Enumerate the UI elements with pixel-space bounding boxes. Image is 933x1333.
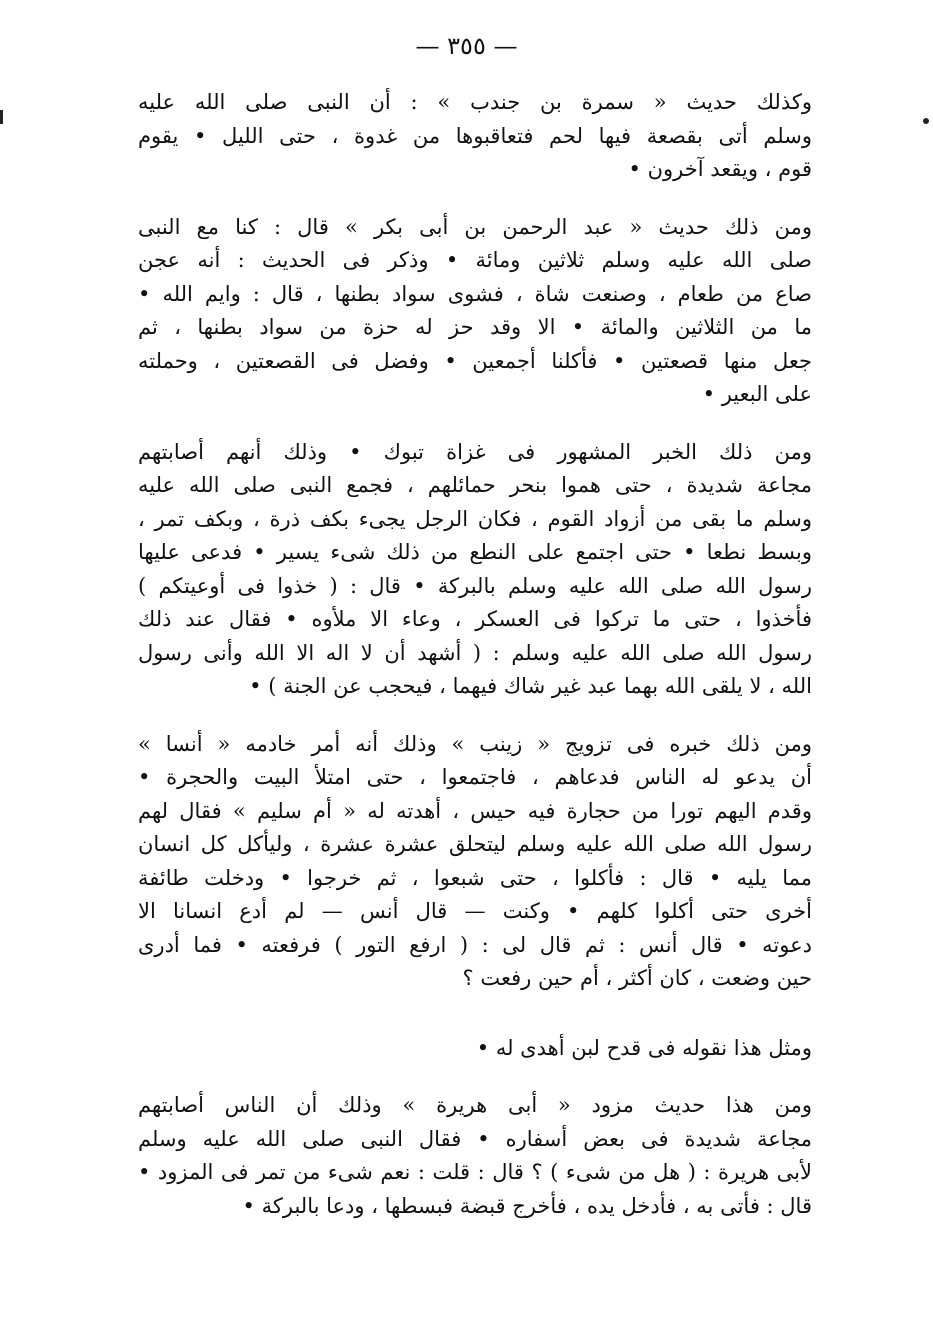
ink-dot bbox=[923, 118, 929, 124]
text-line: لأبى هريرة : ( هل من شىء ) ؟ قال : قلت : نعم شىء من تمر فى المزود • bbox=[138, 1160, 812, 1184]
text-line: حين وضعت ، كان أكثر ، أم حين رفعت ؟ bbox=[462, 966, 812, 990]
text-line: صلى الله عليه وسلم ثلاثين ومائة • وذكر فى الحديث : أنه عجن bbox=[138, 248, 812, 272]
text-line: دعوته • قال أنس : ثم قال لى : ( ارفع التور ) فرفعته • فما أدرى bbox=[138, 932, 812, 957]
text-line: ومثل هذا نقوله فى قدح لبن أهدى له • bbox=[476, 1035, 812, 1060]
paragraph-1 bbox=[138, 86, 860, 187]
paragraph-2 bbox=[138, 211, 860, 412]
paragraph-gap bbox=[138, 412, 860, 436]
text-line: ومن ذلك خبره فى تزويج « زينب » وذلك أنه أمر خادمه « أنسا » bbox=[138, 731, 812, 756]
text-line: أخرى حتى أكلوا كلهم • وكنت — قال أنس — لم أدع انسانا الا bbox=[138, 899, 812, 923]
text-line: قوم ، ويقعد آخرون • bbox=[628, 157, 812, 181]
text-line: جعل منها قصعتين • فأكلنا أجمعين • وفضل فى القصعتين ، وحملته bbox=[138, 348, 812, 373]
text-line: رسول الله صلى الله عليه وسلم بالبركة • قال : ( خذوا فى أوعيتكم ) bbox=[138, 573, 812, 598]
paragraph-5 bbox=[138, 1032, 860, 1066]
paragraph-gap bbox=[138, 704, 860, 728]
paragraph-6 bbox=[138, 1089, 860, 1223]
text-line: مما يليه • قال : فأكلوا ، حتى شبعوا ، ثم خرجوا • ودخلت طائفة bbox=[138, 865, 812, 890]
text-line: ومن ذلك حديث « عبد الرحمن بن أبى بكر » قال : كنا مع النبى bbox=[138, 214, 812, 239]
text-line: قال : فأتى به ، فأدخل يده ، فأخرج قبضة فبسطها ، ودعا بالبركة • bbox=[242, 1193, 812, 1218]
paragraph-gap bbox=[138, 1065, 860, 1089]
text-line: وبسط نطعا • حتى اجتمع على النطع من ذلك شىء يسير • فدعى عليها bbox=[138, 540, 812, 564]
paragraph-3 bbox=[138, 436, 860, 704]
text-line: على البعير • bbox=[702, 382, 812, 406]
text-line: رسول الله صلى الله عليه وسلم : ( أشهد أن لا اله الا الله وأنى رسول bbox=[138, 640, 812, 665]
paragraph-gap bbox=[138, 996, 860, 1032]
text-line: ومن هذا حديث مزود « أبى هريرة » وذلك أن الناس أصابتهم bbox=[138, 1093, 812, 1117]
page-body bbox=[138, 86, 860, 1223]
text-line: الله ، لا يلقى الله بهما عبد غير شاك فيهما ، فيحجب عن الجنة ) • bbox=[249, 674, 812, 698]
text-line: رسول الله صلى الله عليه وسلم ليتحلق عشرة عشرة ، وليأكل كل انسان bbox=[138, 832, 812, 856]
text-line: وكذلك حديث « سمرة بن جندب » : أن النبى صلى الله عليه bbox=[138, 90, 812, 114]
text-line: صاع من طعام ، وصنعت شاة ، فشوى سواد بطنها ، قال : وايم الله • bbox=[138, 281, 812, 306]
text-line: ما من الثلاثين والمائة • الا وقد حز له حزة من سواد بطنها ، ثم bbox=[138, 315, 812, 339]
text-line: مجاعة شديدة ، حتى هموا بنحر حمائلهم ، فجمع النبى صلى الله عليه bbox=[138, 473, 812, 497]
text-line: ومن ذلك الخبر المشهور فى غزاة تبوك • وذلك أنهم أصابتهم bbox=[138, 439, 812, 464]
page-number: — ٣٥٥ — bbox=[415, 32, 518, 60]
text-line: مجاعة شديدة فى بعض أسفاره • فقال النبى صلى الله عليه وسلم bbox=[138, 1126, 812, 1151]
paragraph-4 bbox=[138, 728, 860, 996]
paragraph-gap bbox=[138, 187, 860, 211]
text-line: أن يدعو له الناس فدعاهم ، فاجتمعوا ، حتى امتلأ البيت والحجرة • bbox=[138, 765, 812, 789]
text-line: وسلم أتى بقصعة فيها لحم فتعاقبوها من غدوة ، حتى الليل • يقوم bbox=[138, 123, 812, 148]
text-line: وسلم ما بقى من أزواد القوم ، فكان الرجل يجىء بكف ذرة ، وبكف تمر ، bbox=[138, 506, 812, 531]
text-line: وقدم اليهم تورا من حجارة فيه حيس ، أهدته له « أم سليم » فقال لهم bbox=[138, 798, 812, 823]
text-line: فأخذوا ، حتى ما تركوا فى العسكر ، وعاء الا ملأوه • فقال عند ذلك bbox=[138, 607, 812, 631]
scan-edge-mark bbox=[0, 110, 3, 124]
